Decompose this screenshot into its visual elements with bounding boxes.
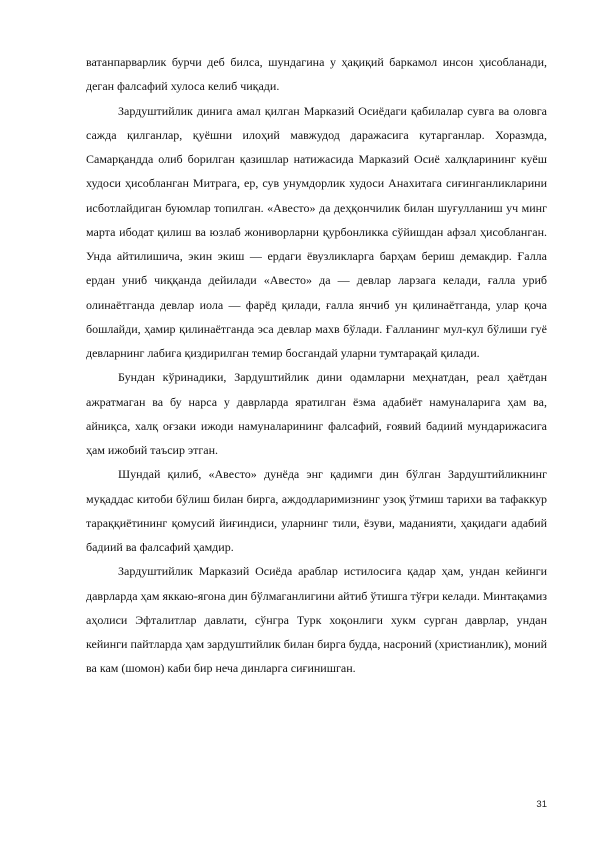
page-number: 31 <box>536 799 547 810</box>
paragraph-1: ватанпарварлик бурчи деб билса, шундагина у ҳақиқий баркамол инсон ҳисобланади, деган фалсафий хулоса келиб чиқади. <box>86 55 547 94</box>
paragraph-4: Шундай қилиб, «Авесто» дунёда энг қадимги дин бўлган Зардуштийликнинг муқаддас китоби бўлиш билан бирга, аждодларимизнинг узоқ ўтмиш тарихи ва тафаккур тараққиётининг қомусий йиғиндиси, уларнинг тили, ёзуви, маданияти, ҳақидаги адабий бадиий ва фалсафий ҳамдир. <box>86 467 547 554</box>
paragraph-3: Бундан кўринадики, Зардуштийлик дини одамларни меҳнатдан, реал ҳаётдан ажратмаган ва бу нарса у даврларда яратилган ёзма адабиёт намуналарига ҳам ва, айниқса, халқ оғзаки ижоди намуналарининг фалсафий, ғоявий бадиий мундарижасига ҳам ижобий таъсир этган. <box>86 370 547 457</box>
paragraph-2: Зардуштийлик динига амал қилган Марказий Осиёдаги қабилалар сувга ва оловга сажда қилганлар, қуёшни илоҳий мавжудод даражасига кутарганлар. Хоразмда, Самарқандда олиб борилган қазишлар натижасида Марказий Осиё халқларининг куёш худоси ҳисобланган Митрага, ер, сув унумдорлик худоси Анахитага сиғинганликларини исботлайдиган буюмлар топилган. «Авесто» да деҳқончилик билан шуғулланиш уч минг марта ибодат қилиш ва юзлаб жониворларни қурбонликка сўйишдан афзал ҳисобланган. Унда айтилишича, экин экиш — ердаги ёвузликларга барҳам бериш демакдир. Ғалла ердан униб чиққанда дейилади «Авесто» да — девлар ларзага келади, ғалла уриб олинаётганда девлар иола — фарёд қилади, ғалла янчиб ун қилинаётганда, улар қоча бошлайди, ҳамир қилинаётганда эса девлар махв бўлади. Ғалланинг мул-кул бўлиши гуё девларнинг лабига қиздирилган темир босгандай уларни тумтарақай қилади. <box>86 103 547 360</box>
paragraph-5: Зардуштийлик Марказий Осиёда араблар истилосига қадар ҳам, ундан кейинги даврларда ҳам яккаю-ягона дин бўлмаганлигини айтиб ўтишга тўғри келади. Минтақамиз аҳолиси Эфталитлар давлати, сўнгра Турк хоқонлиги хукм сурган даврлар, ундан кейинги пайтларда ҳам зардуштийлик билан бирга будда, насроний (христианлик), моний ва кам (шомон) каби бир неча динларга сиғинишган. <box>86 564 547 676</box>
document-page <box>86 50 547 681</box>
